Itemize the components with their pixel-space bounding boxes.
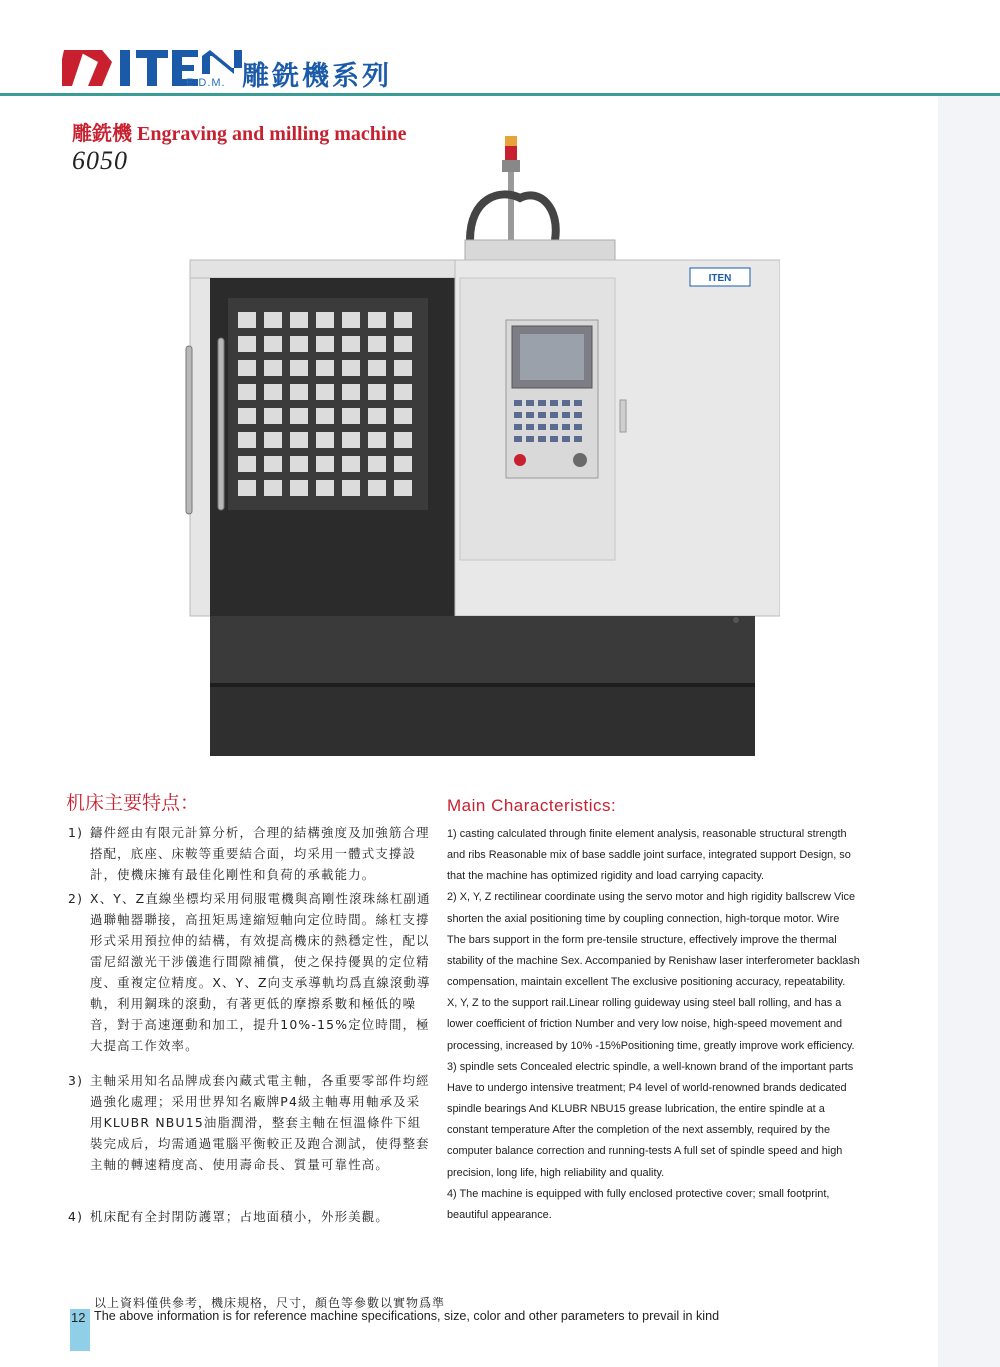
en-line: computer balance correction and running-tests A full set of spindle speed and high	[447, 1145, 843, 1158]
en-line: 3) spindle sets Concealed electric spindle, a well-known brand of the important parts	[447, 1060, 854, 1073]
en-line: 4) The machine is equipped with fully enclosed protective cover; small footprint,	[447, 1187, 830, 1200]
zh-item-text: 机床配有全封閉防護罩；占地面積小，外形美觀。	[90, 1209, 389, 1224]
zh-item-text: X、Y、Z直線坐標均采用伺服電機與高剛性滾珠絲杠副通過聯軸器聯接，高扭矩馬達縮短軸向定位時間。絲杠支撐形式采用預拉伸的結構，有效提高機床的熱穩定性，配以雷尼紹激光干涉儀進行間隙補償，使之保持優異的定位精度、重複定位精度。X、Y、Z向支承導軌均爲直線滾動導軌，利用鋼珠的滾動，有著更低的摩擦系數和極低的噪音，對于高速運動和加工，提升10%-15%定位時間，極大提高工作效率。	[90, 891, 431, 1053]
footer-note-en: The above information is for reference machine specifications, size, color and other parameters to prevail in kind	[94, 1309, 720, 1323]
zh-item-2	[68, 888, 433, 1056]
en-line: X, Y, Z to the support rail.Linear rolling guideway using steel ball rolling, and has a	[447, 997, 842, 1010]
footer-note-zh: 以上資料僅供參考，機床規格，尺寸，顏色等參數以實物爲準	[94, 1296, 446, 1310]
en-section-body	[447, 824, 937, 1226]
series-title: 雕銑機系列	[242, 61, 392, 92]
en-line: compensation, maintain excellent The exclusive positioning accuracy, repeatability.	[447, 976, 846, 989]
machine-photo	[180, 128, 780, 758]
zh-item-number: 2)	[68, 891, 84, 906]
zh-item-4	[68, 1206, 433, 1227]
zh-item-number: 3)	[68, 1073, 84, 1088]
en-line: 1) casting calculated through finite element analysis, reasonable structural strength	[447, 828, 847, 840]
page-number-tab	[70, 1309, 90, 1351]
product-title: 雕銑機 Engraving and milling machine	[72, 123, 407, 145]
zh-item-text: 鑄件經由有限元計算分析，合理的結構強度及加強筋合理搭配，底座、床鞍等重要結合面，均采用一體式支撐設計，使機床擁有最佳化剛性和負荷的承載能力。	[90, 825, 430, 882]
en-line: constant temperature After the completion of the next assembly, required by the	[447, 1124, 830, 1137]
zh-item-number: 1)	[68, 825, 84, 840]
en-line: beautiful appearance.	[447, 1208, 552, 1221]
right-margin-strip	[938, 96, 1000, 1367]
en-line: precision, long life, high reliability and quality.	[447, 1166, 665, 1179]
zh-item-3	[68, 1070, 433, 1175]
en-line: 2) X, Y, Z rectilinear coordinate using the servo motor and high rigidity ballscrew Vice	[447, 891, 855, 904]
product-model: 6050	[72, 146, 128, 175]
zh-item-number: 4)	[68, 1209, 84, 1224]
zh-item-1	[68, 822, 433, 885]
panel-logo-text: ITEN	[708, 273, 732, 284]
page-number: 12	[71, 1310, 86, 1325]
header-divider	[0, 93, 1000, 96]
en-line: The bars support in the form pre-tensile structure, effectively improve the thermal	[447, 933, 837, 946]
en-line: shorten the axial positioning time by coupling connection, high-torque motor. Wire	[447, 912, 840, 925]
en-line: that the machine has optimized rigidity and load carrying capacity.	[447, 870, 765, 883]
en-line: and ribs Reasonable mix of base saddle joint surface, integrated support Design, so	[447, 849, 851, 862]
en-line: spindle bearings And KLUBR NBU15 grease lubrication, the entire spindle at a	[447, 1103, 825, 1116]
en-line: stability of the machine Sex. Accompanied by Renishaw laser interferometer backlash	[447, 954, 860, 967]
en-section-heading: Main Characteristics:	[447, 796, 617, 815]
en-line: lower coefficient of friction Number and very low noise, high-speed movement and	[447, 1018, 843, 1031]
en-line: Have to undergo intensive treatment; P4 level of world-renowned brands dedicated	[447, 1081, 847, 1094]
en-line: processing, increased by 10% -15%Positioning time, greatly improve work efficiency.	[447, 1039, 855, 1052]
brand-subtitle: E.D.M.	[186, 77, 226, 89]
zh-item-text: 主軸采用知名品牌成套內藏式電主軸，各重要零部件均經過強化處理；采用世界知名廠牌P4級主軸專用軸承及采用KLUBR NBU15油脂潤滑，整套主軸在恒溫條件下組裝完成后，均需通過電腦平衡較正及跑合測試，使得整套主軸的轉速精度高、使用壽命長、質量可靠性高。	[90, 1073, 430, 1172]
zh-section-heading: 机床主要特点：	[66, 792, 200, 814]
